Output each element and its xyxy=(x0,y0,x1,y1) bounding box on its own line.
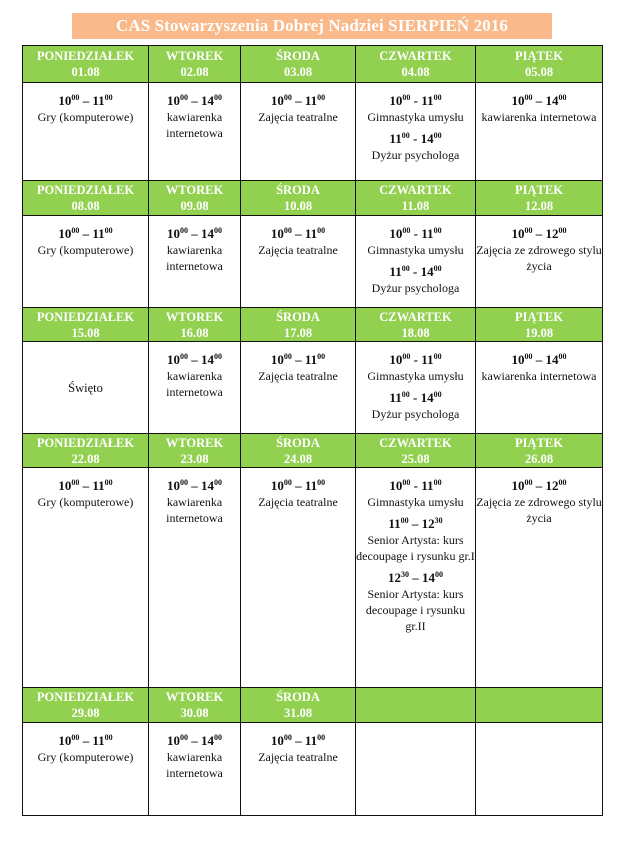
day-cell xyxy=(356,342,476,434)
event-time: $10^{00} - 11^{00}$ xyxy=(270,226,326,241)
event xyxy=(23,93,148,125)
event-activity: Gry (komputerowe) xyxy=(37,110,134,124)
event-time: $10^{00} - 12^{00}$ xyxy=(511,226,567,241)
event-time: $11^{00} - 14^{00}$ xyxy=(389,131,442,146)
day-header xyxy=(356,308,476,342)
day-date: 10.08 xyxy=(283,199,313,213)
day-date: 01.08 xyxy=(71,65,100,79)
day-date: 02.08 xyxy=(180,65,209,79)
day-header xyxy=(476,308,603,342)
event xyxy=(356,131,475,163)
day-name: WTOREK xyxy=(165,435,224,450)
day-header xyxy=(476,688,603,723)
day-date: 04.08 xyxy=(401,65,430,79)
event xyxy=(356,390,475,422)
day-cell xyxy=(356,723,476,816)
day-date: 22.08 xyxy=(71,451,100,466)
event-activity: Zajęcia ze zdrowego stylu życia xyxy=(476,495,602,525)
schedule-table xyxy=(22,45,603,816)
event xyxy=(356,352,475,384)
day-cell xyxy=(23,723,149,816)
day-cell xyxy=(23,342,149,434)
day-date: 08.08 xyxy=(71,199,100,213)
event xyxy=(149,478,240,526)
day-date: 24.08 xyxy=(283,451,313,466)
event xyxy=(476,478,602,526)
day-name: WTOREK xyxy=(165,309,224,324)
day-name: WTOREK xyxy=(165,49,224,63)
event xyxy=(356,264,475,296)
day-date: 29.08 xyxy=(71,706,100,720)
event xyxy=(241,733,355,765)
day-cell xyxy=(241,342,356,434)
day-date: 16.08 xyxy=(180,325,209,340)
day-header xyxy=(476,181,603,216)
event-time: $10^{00} - 14^{00}$ xyxy=(511,93,567,108)
day-date: 15.08 xyxy=(71,325,100,340)
week-header-row xyxy=(23,181,603,216)
day-cell xyxy=(241,468,356,688)
event-activity: kawiarenka internetowa xyxy=(166,750,223,780)
day-header xyxy=(149,434,241,468)
day-cell xyxy=(149,723,241,816)
event-activity: Senior Artysta: kurs decoupage i rysunku gr.I xyxy=(356,533,475,563)
day-name: CZWARTEK xyxy=(379,183,452,197)
event-activity: Dyżur psychologa xyxy=(371,148,460,162)
day-header xyxy=(23,181,149,216)
day-name: PONIEDZIAŁEK xyxy=(36,435,135,450)
event-activity: Dyżur psychologa xyxy=(371,407,460,421)
event-activity: Zajęcia teatralne xyxy=(258,243,338,257)
day-cell xyxy=(476,468,603,688)
event-time: $10^{00} - 14^{00}$ xyxy=(167,478,222,493)
day-cell xyxy=(23,216,149,308)
day-header xyxy=(149,688,241,723)
week-content-row xyxy=(23,83,603,181)
event-time: $10^{00} - 11^{00}$ xyxy=(389,478,442,493)
event xyxy=(476,226,602,274)
event xyxy=(356,516,475,564)
event-time: $10^{00} - 14^{00}$ xyxy=(167,93,222,108)
event xyxy=(241,478,355,510)
event xyxy=(149,93,240,141)
event-time: $10^{00} - 11^{00}$ xyxy=(58,733,113,748)
event xyxy=(23,226,148,258)
event-activity: Zajęcia teatralne xyxy=(258,110,338,124)
day-date: 18.08 xyxy=(401,325,430,340)
day-cell xyxy=(356,468,476,688)
day-header xyxy=(356,181,476,216)
event-activity: kawiarenka internetowa xyxy=(166,369,223,399)
week-content-row xyxy=(23,723,603,816)
day-header xyxy=(356,434,476,468)
day-header xyxy=(23,434,149,468)
week-header-row xyxy=(23,434,603,468)
day-cell xyxy=(476,342,603,434)
day-header xyxy=(23,308,149,342)
day-header xyxy=(356,46,476,83)
day-name: PIĄTEK xyxy=(515,435,563,450)
day-cell xyxy=(356,216,476,308)
event xyxy=(476,93,602,125)
week-content-row xyxy=(23,342,603,434)
event xyxy=(356,226,475,258)
day-name: ŚRODA xyxy=(276,309,320,324)
holiday-note: Święto xyxy=(68,380,103,395)
day-header xyxy=(241,181,356,216)
event xyxy=(356,478,475,510)
event-activity: Zajęcia teatralne xyxy=(258,369,338,383)
event-time: $10^{00} - 14^{00}$ xyxy=(167,352,222,367)
event-activity: Gry (komputerowe) xyxy=(37,243,134,257)
day-name: PONIEDZIAŁEK xyxy=(36,49,135,63)
day-cell xyxy=(241,83,356,181)
day-name: PONIEDZIAŁEK xyxy=(36,309,135,324)
week-header-row xyxy=(23,46,603,83)
day-date: 05.08 xyxy=(524,65,554,79)
event-activity: kawiarenka internetowa xyxy=(481,369,597,383)
day-cell xyxy=(149,216,241,308)
day-name: ŚRODA xyxy=(276,690,320,704)
day-name: PIĄTEK xyxy=(515,183,563,197)
day-cell xyxy=(149,342,241,434)
day-cell xyxy=(149,83,241,181)
day-name: ŚRODA xyxy=(276,435,320,450)
day-date: 31.08 xyxy=(283,706,313,720)
event-activity: kawiarenka internetowa xyxy=(166,495,223,525)
event-time: $11^{00} - 12^{30}$ xyxy=(388,516,443,531)
event-time: $10^{00} - 11^{00}$ xyxy=(58,93,113,108)
day-name: ŚRODA xyxy=(276,183,320,197)
event xyxy=(23,478,148,510)
event xyxy=(356,570,475,634)
event-activity: Zajęcia teatralne xyxy=(258,495,338,509)
event xyxy=(149,352,240,400)
event-time: $12^{30} - 14^{00}$ xyxy=(388,570,443,585)
day-name: WTOREK xyxy=(165,183,224,197)
day-header xyxy=(149,181,241,216)
day-cell xyxy=(23,468,149,688)
event-time: $11^{00} - 14^{00}$ xyxy=(389,264,442,279)
event-time: $10^{00} - 11^{00}$ xyxy=(270,93,326,108)
event-time: $10^{00} - 11^{00}$ xyxy=(58,478,113,493)
day-date: 30.08 xyxy=(180,706,209,720)
day-header xyxy=(241,308,356,342)
day-header xyxy=(23,688,149,723)
event xyxy=(241,93,355,125)
event-time: $11^{00} - 14^{00}$ xyxy=(389,390,442,405)
day-date: 09.08 xyxy=(180,199,209,213)
event-activity: kawiarenka internetowa xyxy=(166,110,223,140)
day-date: 19.08 xyxy=(524,325,554,340)
event-activity: Gimnastyka umysłu xyxy=(367,495,464,509)
day-name: CZWARTEK xyxy=(379,309,452,324)
day-name: CZWARTEK xyxy=(379,435,452,450)
day-cell xyxy=(23,83,149,181)
week-content-row xyxy=(23,216,603,308)
day-cell xyxy=(476,216,603,308)
day-cell xyxy=(241,723,356,816)
event-time: $10^{00} - 14^{00}$ xyxy=(167,733,222,748)
event-time: $10^{00} - 12^{00}$ xyxy=(511,478,567,493)
event-activity: Gimnastyka umysłu xyxy=(367,243,464,257)
day-name: PONIEDZIAŁEK xyxy=(36,690,135,704)
day-cell xyxy=(476,723,603,816)
event-time: $10^{00} - 11^{00}$ xyxy=(58,226,113,241)
event-activity: Zajęcia ze zdrowego stylu życia xyxy=(476,243,602,273)
day-date: 23.08 xyxy=(180,451,209,466)
event-activity: Gimnastyka umysłu xyxy=(367,369,464,383)
event xyxy=(356,93,475,125)
day-name: PIĄTEK xyxy=(515,309,563,324)
week-header-row xyxy=(23,308,603,342)
day-date: 03.08 xyxy=(283,65,313,79)
event-time: $10^{00} - 14^{00}$ xyxy=(511,352,567,367)
day-header xyxy=(356,688,476,723)
day-header xyxy=(241,434,356,468)
event xyxy=(149,733,240,781)
day-header xyxy=(241,688,356,723)
day-name: PONIEDZIAŁEK xyxy=(36,183,135,197)
event-activity: Senior Artysta: kurs decoupage i rysunku gr.II xyxy=(365,587,466,633)
event xyxy=(241,226,355,258)
event-time: $10^{00} - 11^{00}$ xyxy=(270,733,326,748)
day-cell xyxy=(241,216,356,308)
event-time: $10^{00} - 11^{00}$ xyxy=(270,478,326,493)
day-cell xyxy=(356,83,476,181)
day-name: CZWARTEK xyxy=(379,49,452,63)
event-activity: Gimnastyka umysłu xyxy=(367,110,464,124)
event-time: $10^{00} - 11^{00}$ xyxy=(389,226,442,241)
event xyxy=(23,733,148,765)
day-name: ŚRODA xyxy=(276,49,320,63)
event xyxy=(241,352,355,384)
event-time: $10^{00} - 11^{00}$ xyxy=(389,93,442,108)
event-activity: Zajęcia teatralne xyxy=(258,750,338,764)
event-time: $10^{00} - 11^{00}$ xyxy=(270,352,326,367)
day-date: 26.08 xyxy=(524,451,554,466)
event xyxy=(149,226,240,274)
page-title: CAS Stowarzyszenia Dobrej Nadziei SIERPIEŃ 2016 xyxy=(72,13,552,39)
event-time: $10^{00} - 11^{00}$ xyxy=(389,352,442,367)
day-date: 11.08 xyxy=(401,199,430,213)
event-activity: kawiarenka internetowa xyxy=(481,110,597,124)
event-activity: Gry (komputerowe) xyxy=(37,495,134,509)
day-header xyxy=(476,434,603,468)
day-name: WTOREK xyxy=(165,690,224,704)
day-cell xyxy=(476,83,603,181)
event-activity: Gry (komputerowe) xyxy=(37,750,134,764)
day-header xyxy=(476,46,603,83)
week-content-row xyxy=(23,468,603,688)
event-activity: kawiarenka internetowa xyxy=(166,243,223,273)
day-date: 25.08 xyxy=(401,451,430,466)
day-date: 12.08 xyxy=(524,199,554,213)
day-header xyxy=(149,308,241,342)
day-header xyxy=(241,46,356,83)
event-time: $10^{00} - 14^{00}$ xyxy=(167,226,222,241)
day-header xyxy=(23,46,149,83)
event-activity: Dyżur psychologa xyxy=(371,281,460,295)
day-name: PIĄTEK xyxy=(515,49,563,63)
event xyxy=(476,352,602,384)
day-date: 17.08 xyxy=(283,325,313,340)
day-header xyxy=(149,46,241,83)
week-header-row xyxy=(23,688,603,723)
day-cell xyxy=(149,468,241,688)
